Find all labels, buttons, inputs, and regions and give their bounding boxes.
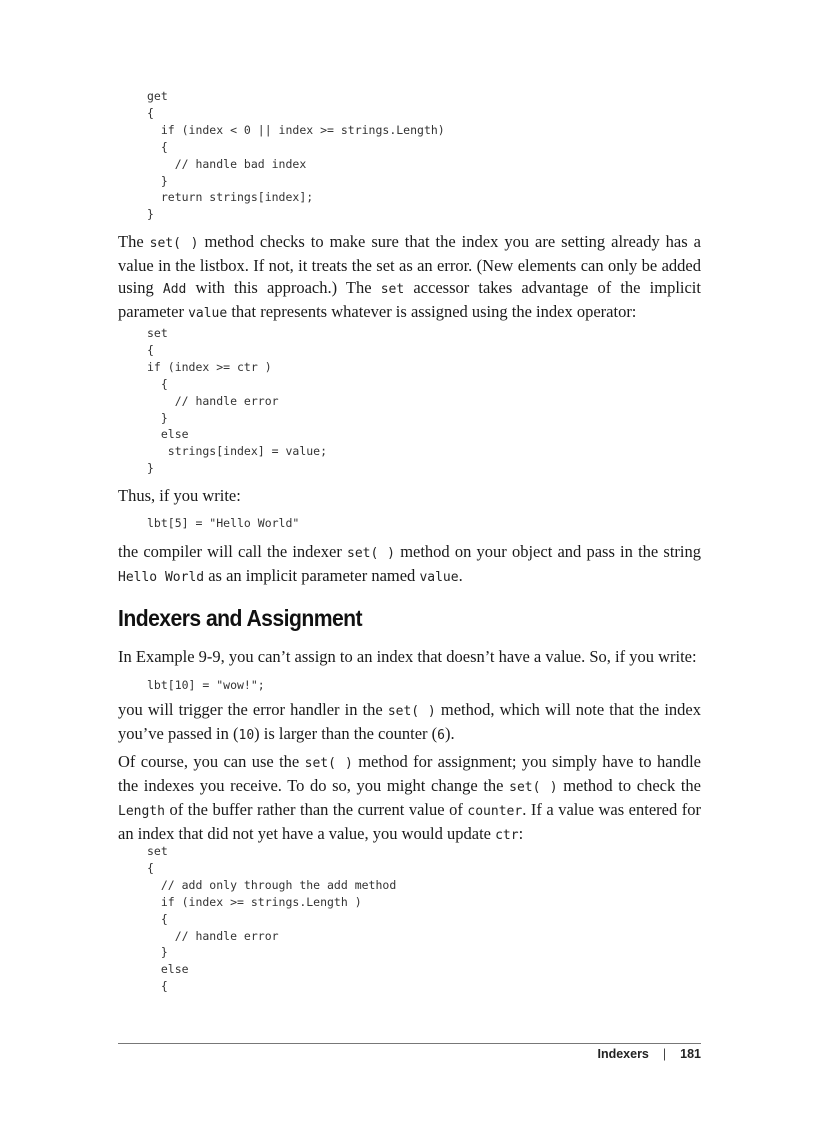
paragraph-error-handler: you will trigger the error handler in the set( ) method, which will note that the index you’ve passed in (10) is larger than the counter (6). (118, 700, 701, 743)
section-heading: Indexers and Assignment (118, 605, 363, 631)
footer-rule (118, 1043, 701, 1044)
paragraph-thus: Thus, if you write: (118, 486, 241, 505)
paragraph-compiler-call: the compiler will call the indexer set( ) method on your object and pass in the string Hello World as an implicit parameter named value. (118, 542, 701, 585)
code-block-get-accessor: get { if (index < 0 || index >= strings.Length) { // handle bad index } return strings[index]; } (147, 89, 445, 222)
footer-separator: | (662, 1047, 667, 1061)
footer-chapter-title: Indexers (597, 1047, 649, 1061)
code-line-hello-world: lbt[5] = "Hello World" (147, 516, 300, 530)
footer-page-number: 181 (680, 1047, 701, 1061)
paragraph-set-method: The set( ) method checks to make sure that the index you are setting already has a value in the listbox. If not, it treats the set as an error. (New elements can only be added using Add with this approach.) The set accessor takes advantage of the implicit parameter value that represents whatever is assigned using the index operator: (118, 232, 701, 321)
code-block-set-accessor-revised: set { // add only through the add method if (index >= strings.Length ) { // handle error } else { (147, 844, 397, 994)
code-block-set-accessor: set { if (index >= ctr ) { // handle error } else strings[index] = value; } (147, 326, 328, 476)
paragraph-set-assignment: Of course, you can use the set( ) method for assignment; you simply have to handle the indexes you receive. To do so, you might change the set( ) method to check the Length of the buffer rather than the current value of counter. If a value was entered for an index that did not yet have a value, you would update ctr: (118, 752, 701, 843)
page-footer (597, 1047, 701, 1061)
code-line-wow: lbt[10] = "wow!"; (147, 678, 265, 692)
paragraph-example-intro: In Example 9-9, you can’t assign to an index that doesn’t have a value. So, if you write: (118, 647, 697, 666)
